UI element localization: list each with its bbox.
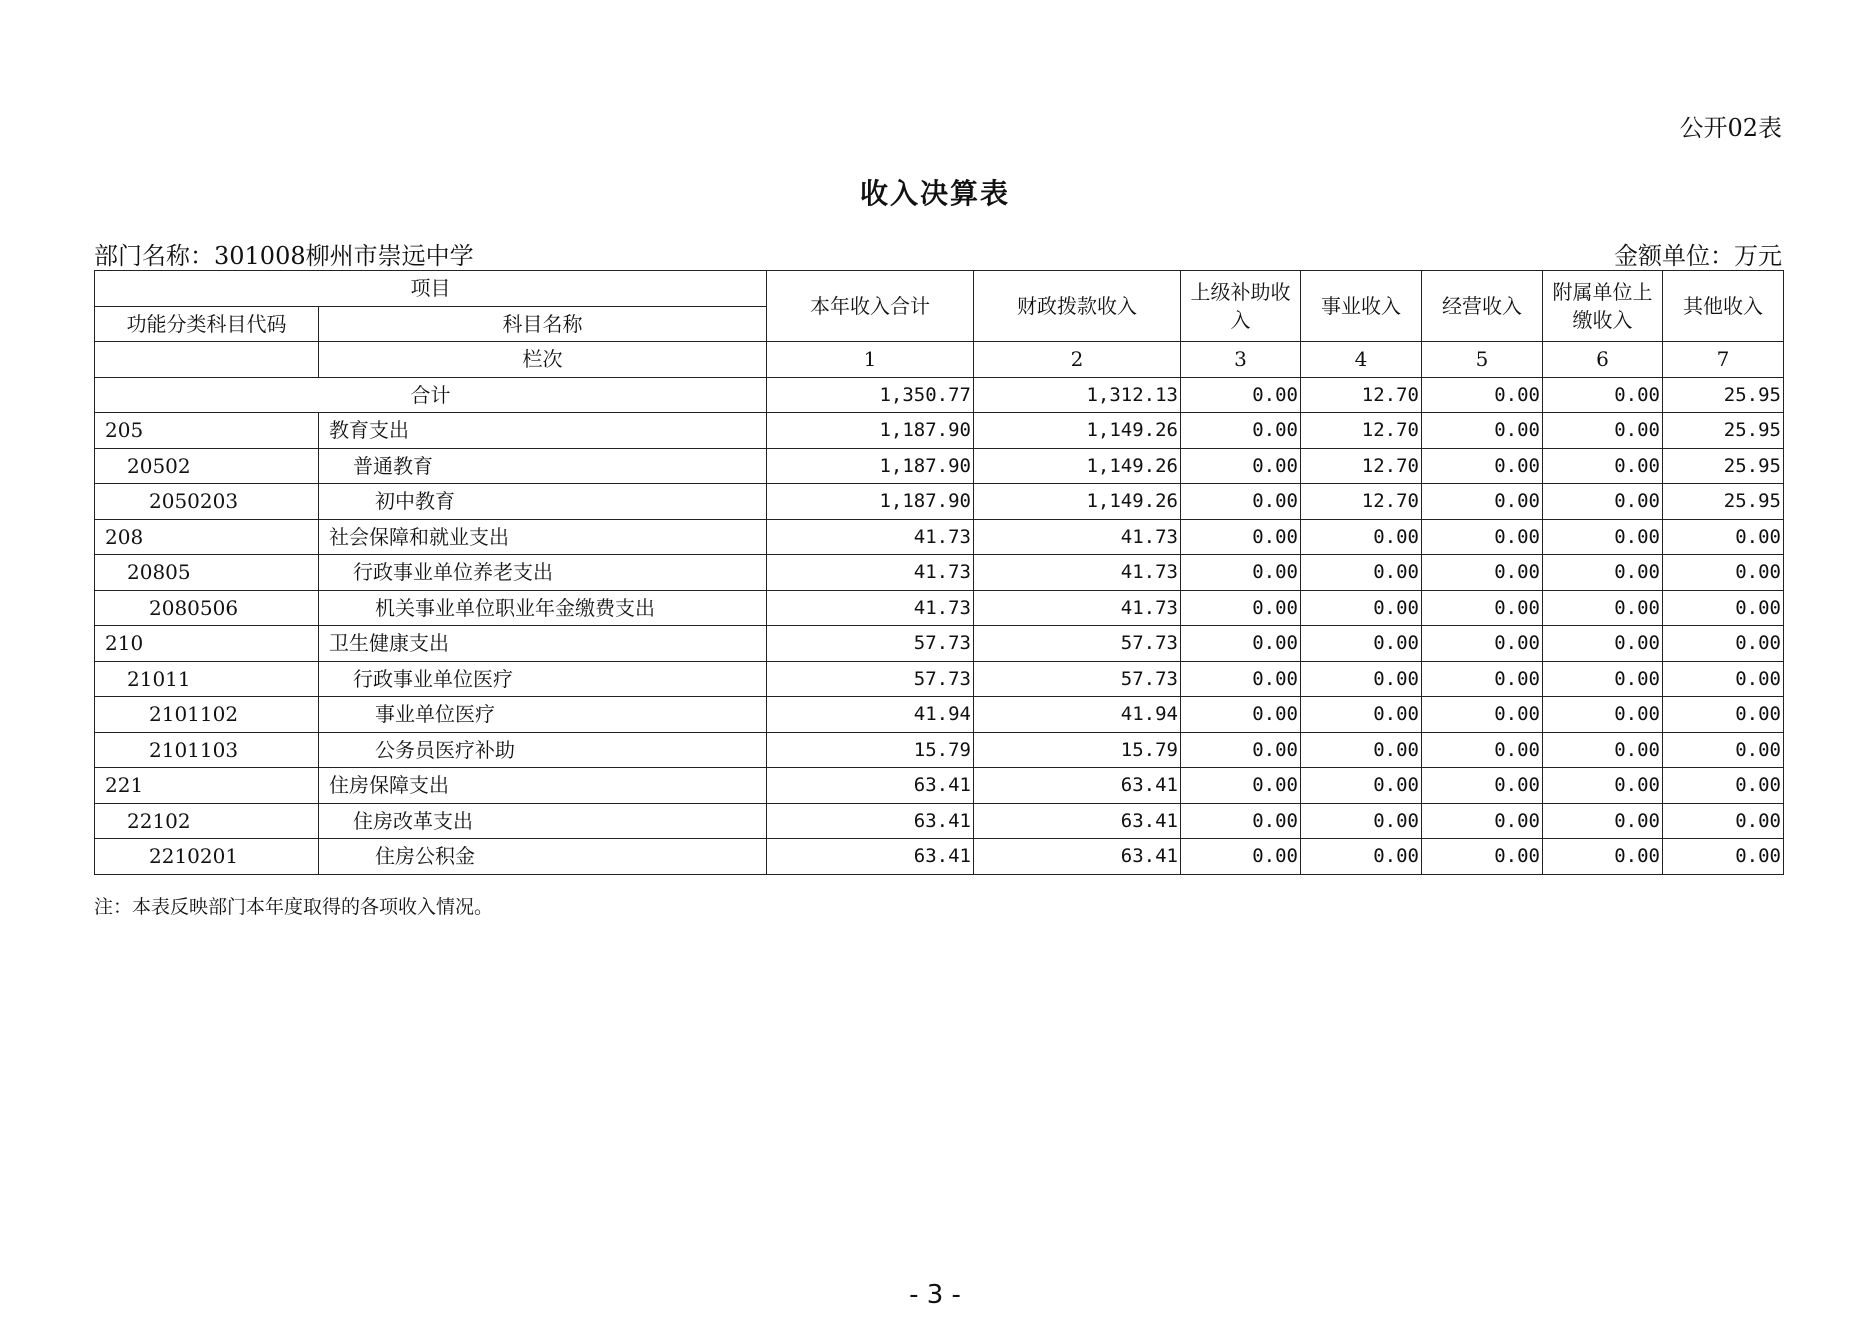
row-value: 0.00 bbox=[1422, 661, 1543, 697]
row-code: 205 bbox=[95, 413, 319, 449]
column-number: 4 bbox=[1301, 342, 1422, 378]
row-value: 0.00 bbox=[1543, 839, 1663, 875]
column-index-row bbox=[95, 342, 1784, 378]
table-row bbox=[95, 803, 1784, 839]
row-value: 0.00 bbox=[1543, 555, 1663, 591]
row-value: 0.00 bbox=[1543, 413, 1663, 449]
row-value: 12.70 bbox=[1301, 413, 1422, 449]
row-value: 41.73 bbox=[767, 519, 974, 555]
table-row bbox=[95, 555, 1784, 591]
row-value: 0.00 bbox=[1301, 590, 1422, 626]
row-value: 0.00 bbox=[1181, 590, 1301, 626]
table-row bbox=[95, 839, 1784, 875]
table-row bbox=[95, 768, 1784, 804]
header-col-4: 事业收入 bbox=[1301, 271, 1422, 342]
row-code: 22102 bbox=[95, 803, 319, 839]
row-value: 41.73 bbox=[767, 590, 974, 626]
row-value: 41.73 bbox=[974, 519, 1181, 555]
total-value: 0.00 bbox=[1181, 377, 1301, 413]
row-value: 0.00 bbox=[1301, 626, 1422, 662]
header-col-5: 经营收入 bbox=[1422, 271, 1543, 342]
row-code: 20502 bbox=[95, 448, 319, 484]
row-value: 0.00 bbox=[1301, 768, 1422, 804]
row-value: 12.70 bbox=[1301, 448, 1422, 484]
table-row bbox=[95, 732, 1784, 768]
row-value: 12.70 bbox=[1301, 484, 1422, 520]
column-number: 7 bbox=[1663, 342, 1784, 378]
row-value: 41.94 bbox=[974, 697, 1181, 733]
header-col-7: 其他收入 bbox=[1663, 271, 1784, 342]
row-name: 行政事业单位养老支出 bbox=[319, 555, 767, 591]
row-value: 1,149.26 bbox=[974, 484, 1181, 520]
row-code: 21011 bbox=[95, 661, 319, 697]
row-value: 1,149.26 bbox=[974, 448, 1181, 484]
header-col-1: 本年收入合计 bbox=[767, 271, 974, 342]
row-value: 0.00 bbox=[1663, 590, 1784, 626]
row-value: 0.00 bbox=[1301, 555, 1422, 591]
row-value: 0.00 bbox=[1543, 661, 1663, 697]
row-value: 0.00 bbox=[1422, 413, 1543, 449]
row-value: 0.00 bbox=[1181, 626, 1301, 662]
row-value: 0.00 bbox=[1422, 555, 1543, 591]
form-number: 公开02表 bbox=[1679, 114, 1782, 142]
header-col-6: 附属单位上缴收入 bbox=[1543, 271, 1663, 342]
row-name: 行政事业单位医疗 bbox=[319, 661, 767, 697]
row-name: 卫生健康支出 bbox=[319, 626, 767, 662]
row-value: 0.00 bbox=[1663, 768, 1784, 804]
meta-line bbox=[94, 236, 1782, 271]
row-value: 0.00 bbox=[1543, 484, 1663, 520]
table-row bbox=[95, 661, 1784, 697]
row-value: 63.41 bbox=[767, 839, 974, 875]
row-value: 1,187.90 bbox=[767, 484, 974, 520]
row-value: 0.00 bbox=[1181, 697, 1301, 733]
row-code: 20805 bbox=[95, 555, 319, 591]
row-value: 0.00 bbox=[1663, 803, 1784, 839]
column-number: 1 bbox=[767, 342, 974, 378]
total-value: 0.00 bbox=[1422, 377, 1543, 413]
row-name: 事业单位医疗 bbox=[319, 697, 767, 733]
row-value: 0.00 bbox=[1543, 732, 1663, 768]
row-name: 住房保障支出 bbox=[319, 768, 767, 804]
document-title: 收入决算表 bbox=[859, 177, 1010, 210]
row-value: 63.41 bbox=[767, 768, 974, 804]
row-code: 210 bbox=[95, 626, 319, 662]
total-value: 12.70 bbox=[1301, 377, 1422, 413]
row-code: 2080506 bbox=[95, 590, 319, 626]
row-value: 0.00 bbox=[1181, 768, 1301, 804]
header-col-3: 上级补助收入 bbox=[1181, 271, 1301, 342]
row-value: 0.00 bbox=[1301, 697, 1422, 733]
row-value: 0.00 bbox=[1181, 555, 1301, 591]
row-value: 0.00 bbox=[1181, 839, 1301, 875]
header-row-1 bbox=[95, 271, 1784, 307]
row-value: 15.79 bbox=[767, 732, 974, 768]
row-name: 初中教育 bbox=[319, 484, 767, 520]
total-row bbox=[95, 377, 1784, 413]
row-value: 0.00 bbox=[1663, 519, 1784, 555]
row-value: 0.00 bbox=[1181, 448, 1301, 484]
row-name: 教育支出 bbox=[319, 413, 767, 449]
row-value: 41.73 bbox=[974, 555, 1181, 591]
column-index-blank bbox=[95, 342, 319, 378]
row-code: 221 bbox=[95, 768, 319, 804]
row-value: 0.00 bbox=[1301, 732, 1422, 768]
row-value: 0.00 bbox=[1422, 803, 1543, 839]
row-code: 2101103 bbox=[95, 732, 319, 768]
row-value: 0.00 bbox=[1543, 590, 1663, 626]
row-value: 0.00 bbox=[1543, 626, 1663, 662]
total-label: 合计 bbox=[95, 377, 767, 413]
row-value: 0.00 bbox=[1543, 519, 1663, 555]
row-value: 0.00 bbox=[1422, 839, 1543, 875]
column-number: 5 bbox=[1422, 342, 1543, 378]
row-value: 57.73 bbox=[767, 661, 974, 697]
page-number: - 3 - bbox=[909, 1280, 961, 1310]
row-value: 63.41 bbox=[974, 768, 1181, 804]
total-value: 0.00 bbox=[1543, 377, 1663, 413]
row-value: 0.00 bbox=[1181, 732, 1301, 768]
column-number: 3 bbox=[1181, 342, 1301, 378]
row-value: 63.41 bbox=[974, 839, 1181, 875]
row-value: 63.41 bbox=[974, 803, 1181, 839]
row-name: 住房改革支出 bbox=[319, 803, 767, 839]
row-value: 0.00 bbox=[1181, 803, 1301, 839]
row-value: 25.95 bbox=[1663, 484, 1784, 520]
department-name: 部门名称：301008柳州市崇远中学 bbox=[94, 242, 474, 270]
column-number: 2 bbox=[974, 342, 1181, 378]
row-value: 0.00 bbox=[1663, 732, 1784, 768]
row-code: 2210201 bbox=[95, 839, 319, 875]
row-value: 41.73 bbox=[974, 590, 1181, 626]
row-value: 1,149.26 bbox=[974, 413, 1181, 449]
row-value: 0.00 bbox=[1422, 768, 1543, 804]
row-value: 0.00 bbox=[1422, 697, 1543, 733]
row-value: 1,187.90 bbox=[767, 413, 974, 449]
row-value: 0.00 bbox=[1422, 519, 1543, 555]
row-code: 2050203 bbox=[95, 484, 319, 520]
footnote: 注：本表反映部门本年度取得的各项收入情况。 bbox=[94, 896, 494, 918]
row-value: 0.00 bbox=[1181, 661, 1301, 697]
total-value: 25.95 bbox=[1663, 377, 1784, 413]
column-index-label: 栏次 bbox=[319, 342, 767, 378]
row-name: 社会保障和就业支出 bbox=[319, 519, 767, 555]
row-code: 208 bbox=[95, 519, 319, 555]
row-name: 公务员医疗补助 bbox=[319, 732, 767, 768]
row-value: 0.00 bbox=[1422, 626, 1543, 662]
row-value: 0.00 bbox=[1663, 661, 1784, 697]
row-value: 0.00 bbox=[1181, 413, 1301, 449]
row-value: 0.00 bbox=[1422, 448, 1543, 484]
row-value: 0.00 bbox=[1663, 555, 1784, 591]
table-row bbox=[95, 413, 1784, 449]
row-name: 普通教育 bbox=[319, 448, 767, 484]
row-value: 0.00 bbox=[1301, 661, 1422, 697]
header-name: 科目名称 bbox=[319, 306, 767, 342]
row-value: 25.95 bbox=[1663, 448, 1784, 484]
row-value: 1,187.90 bbox=[767, 448, 974, 484]
row-value: 41.94 bbox=[767, 697, 974, 733]
table-row bbox=[95, 590, 1784, 626]
row-value: 0.00 bbox=[1422, 732, 1543, 768]
table-row bbox=[95, 448, 1784, 484]
row-value: 0.00 bbox=[1301, 839, 1422, 875]
header-col-2: 财政拨款收入 bbox=[974, 271, 1181, 342]
row-value: 57.73 bbox=[974, 626, 1181, 662]
income-settlement-table bbox=[94, 270, 1784, 875]
row-value: 0.00 bbox=[1181, 519, 1301, 555]
row-value: 0.00 bbox=[1543, 697, 1663, 733]
row-value: 0.00 bbox=[1181, 484, 1301, 520]
row-value: 57.73 bbox=[767, 626, 974, 662]
row-value: 0.00 bbox=[1422, 484, 1543, 520]
amount-unit: 金额单位：万元 bbox=[1614, 242, 1782, 270]
row-value: 15.79 bbox=[974, 732, 1181, 768]
row-name: 住房公积金 bbox=[319, 839, 767, 875]
total-value: 1,350.77 bbox=[767, 377, 974, 413]
row-value: 0.00 bbox=[1543, 448, 1663, 484]
row-value: 0.00 bbox=[1663, 839, 1784, 875]
table-row bbox=[95, 626, 1784, 662]
table-row bbox=[95, 484, 1784, 520]
table-body bbox=[95, 377, 1784, 874]
row-code: 2101102 bbox=[95, 697, 319, 733]
row-value: 0.00 bbox=[1301, 803, 1422, 839]
row-value: 0.00 bbox=[1422, 590, 1543, 626]
column-number: 6 bbox=[1543, 342, 1663, 378]
row-value: 0.00 bbox=[1663, 697, 1784, 733]
total-value: 1,312.13 bbox=[974, 377, 1181, 413]
table-row bbox=[95, 519, 1784, 555]
row-name: 机关事业单位职业年金缴费支出 bbox=[319, 590, 767, 626]
row-value: 41.73 bbox=[767, 555, 974, 591]
row-value: 63.41 bbox=[767, 803, 974, 839]
row-value: 0.00 bbox=[1301, 519, 1422, 555]
header-project: 项目 bbox=[95, 271, 767, 307]
row-value: 25.95 bbox=[1663, 413, 1784, 449]
row-value: 0.00 bbox=[1543, 803, 1663, 839]
row-value: 0.00 bbox=[1663, 626, 1784, 662]
row-value: 0.00 bbox=[1543, 768, 1663, 804]
row-value: 57.73 bbox=[974, 661, 1181, 697]
table-row bbox=[95, 697, 1784, 733]
header-code: 功能分类科目代码 bbox=[95, 306, 319, 342]
